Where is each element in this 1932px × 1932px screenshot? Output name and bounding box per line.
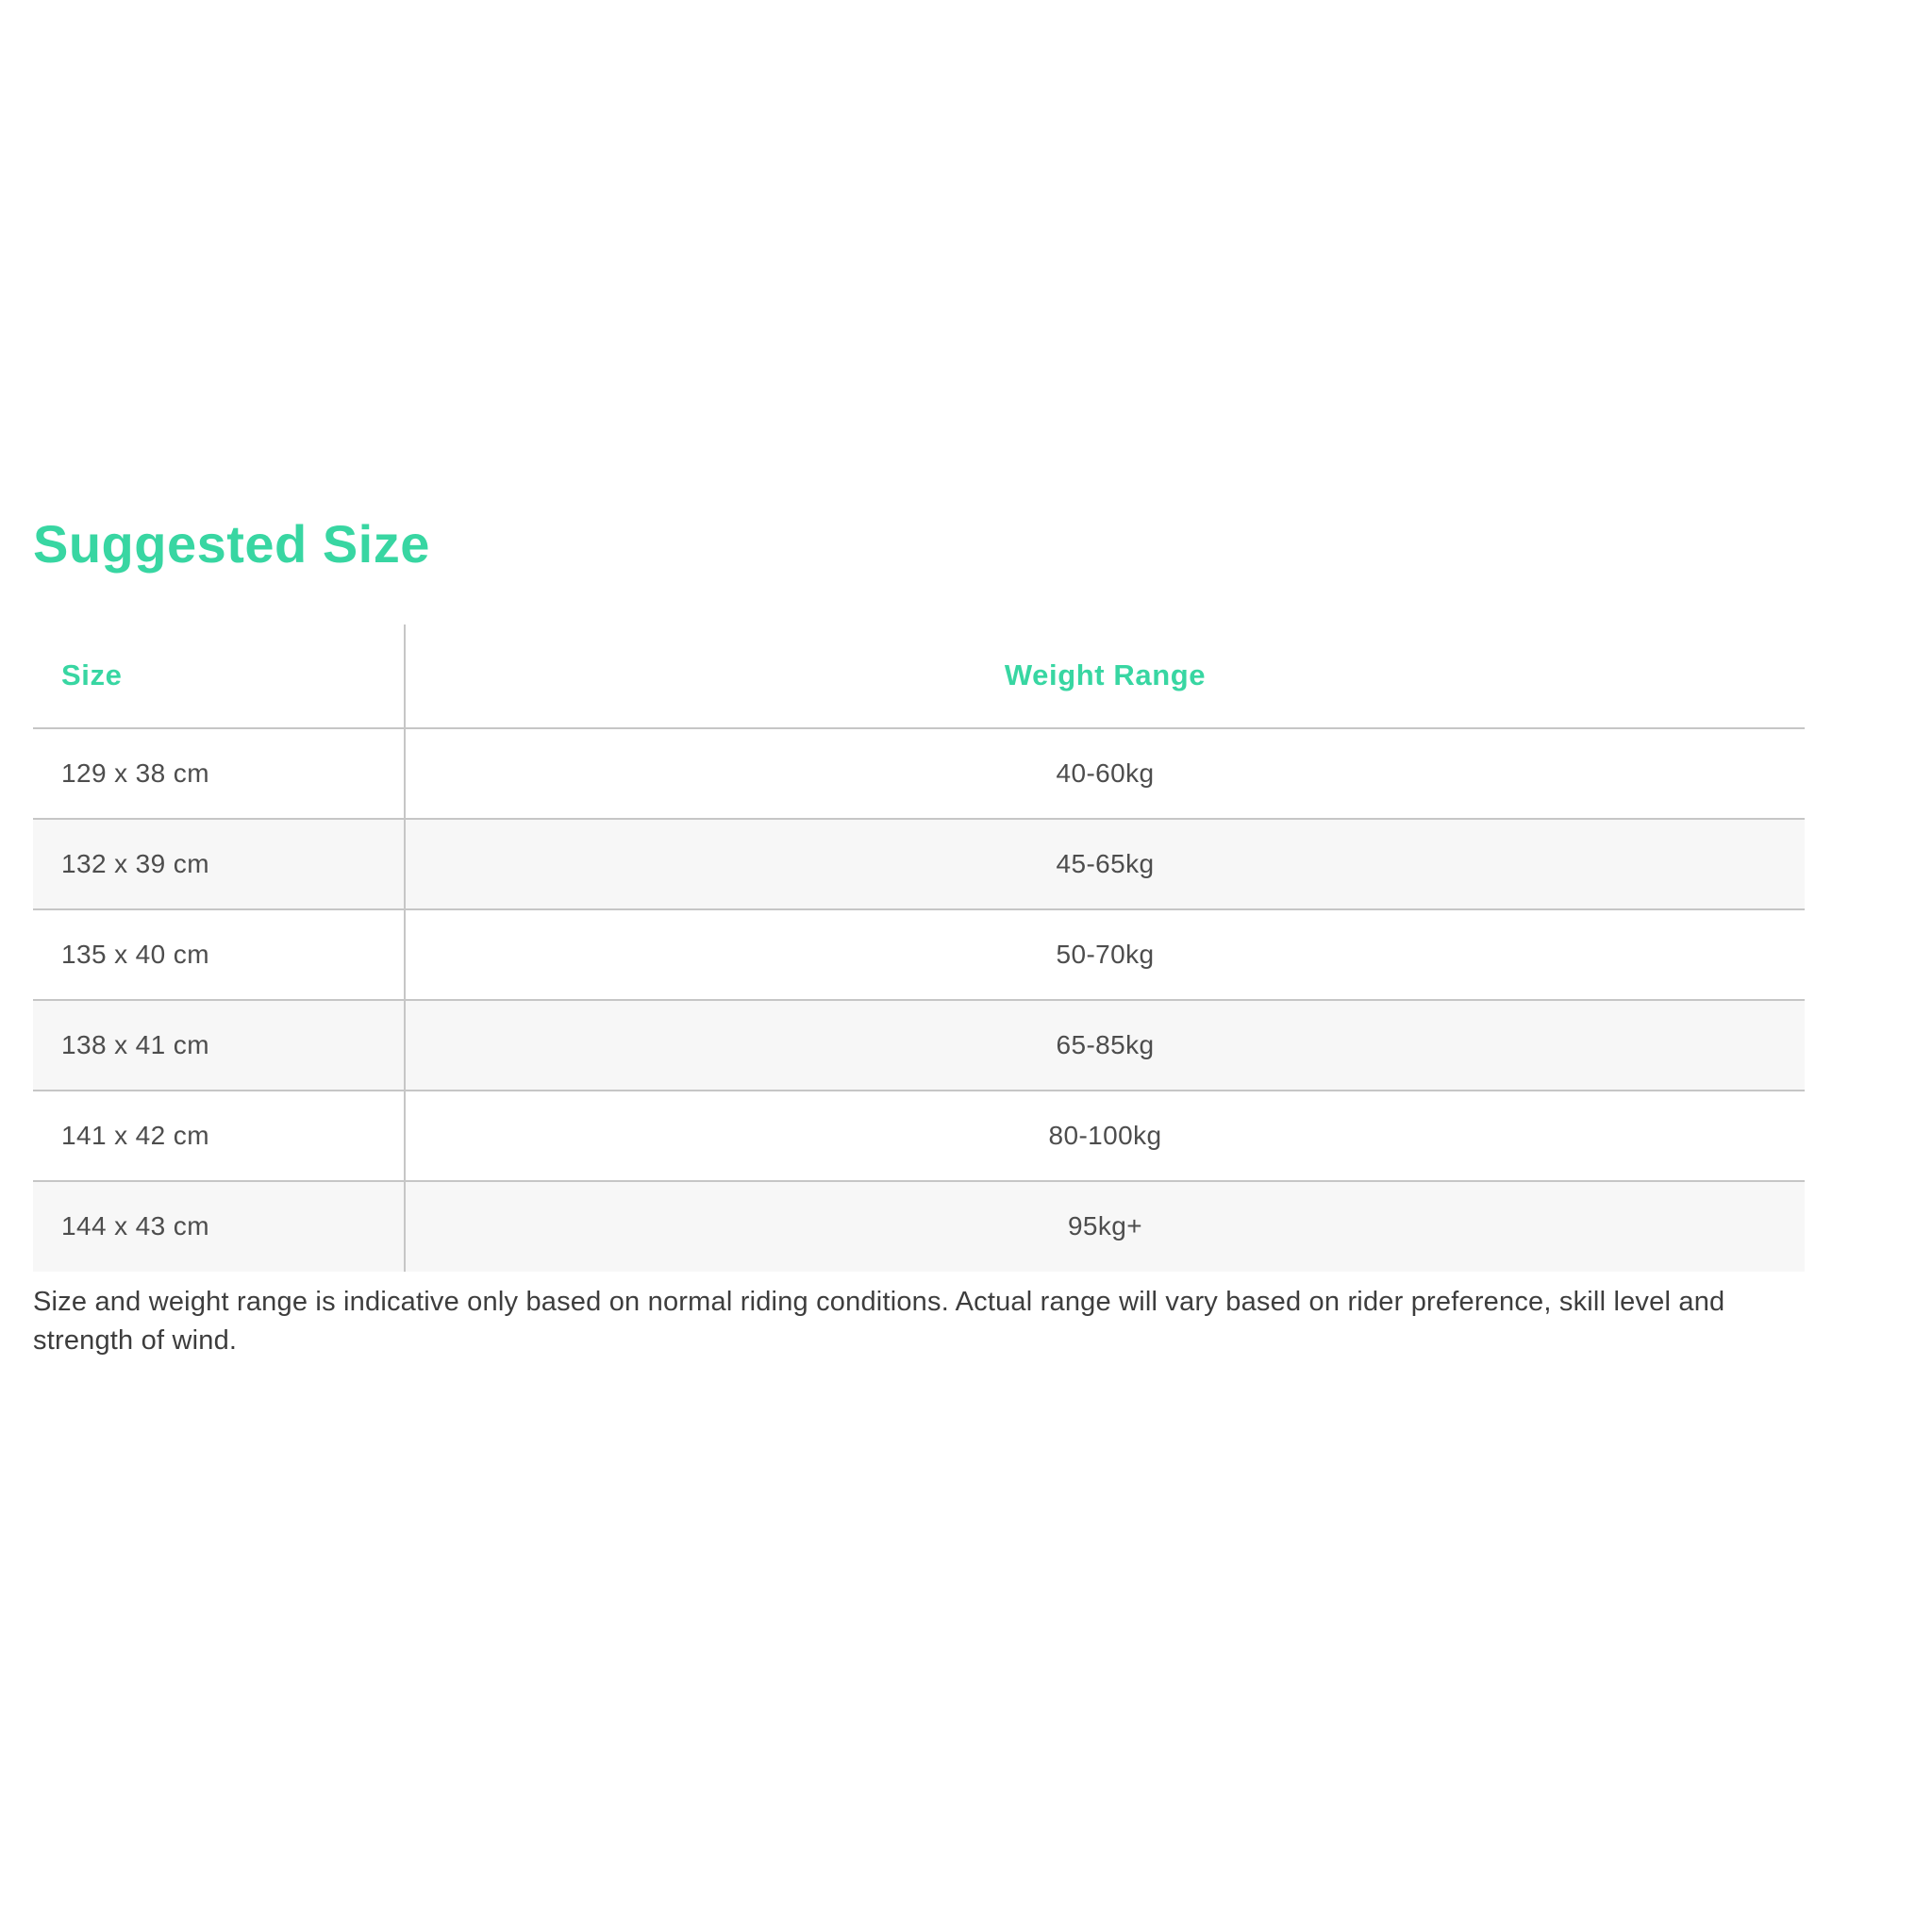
column-header-weight-range: Weight Range bbox=[405, 625, 1805, 728]
size-cell: 141 x 42 cm bbox=[33, 1091, 405, 1181]
size-table bbox=[33, 625, 1805, 1272]
weight-range-cell: 40-60kg bbox=[405, 728, 1805, 819]
size-table-header bbox=[33, 625, 1805, 728]
table-row bbox=[33, 819, 1805, 909]
column-header-size: Size bbox=[33, 625, 405, 728]
size-cell: 138 x 41 cm bbox=[33, 1000, 405, 1091]
suggested-size-section bbox=[33, 514, 1805, 1360]
table-row bbox=[33, 1091, 1805, 1181]
weight-range-cell: 45-65kg bbox=[405, 819, 1805, 909]
weight-range-cell: 95kg+ bbox=[405, 1181, 1805, 1272]
size-cell: 144 x 43 cm bbox=[61, 1211, 209, 1241]
size-cell: 135 x 40 cm bbox=[33, 909, 405, 1000]
size-disclaimer-note: Size and weight range is indicative only based on normal riding conditions. Actual range will vary based on rider preference, skill level and strength of wind. bbox=[33, 1286, 1725, 1356]
page-title: Suggested Size bbox=[33, 514, 430, 574]
size-cell: 129 x 38 cm bbox=[33, 728, 405, 819]
header-row bbox=[33, 625, 1805, 728]
weight-range-cell: 50-70kg bbox=[405, 909, 1805, 1000]
size-table-body bbox=[33, 728, 1805, 1272]
size-cell: 132 x 39 cm bbox=[33, 819, 405, 909]
table-row bbox=[33, 909, 1805, 1000]
weight-range-cell: 65-85kg bbox=[405, 1000, 1805, 1091]
table-row bbox=[33, 728, 1805, 819]
weight-range-cell: 80-100kg bbox=[405, 1091, 1805, 1181]
table-row bbox=[33, 1181, 1805, 1272]
table-row bbox=[33, 1000, 1805, 1091]
